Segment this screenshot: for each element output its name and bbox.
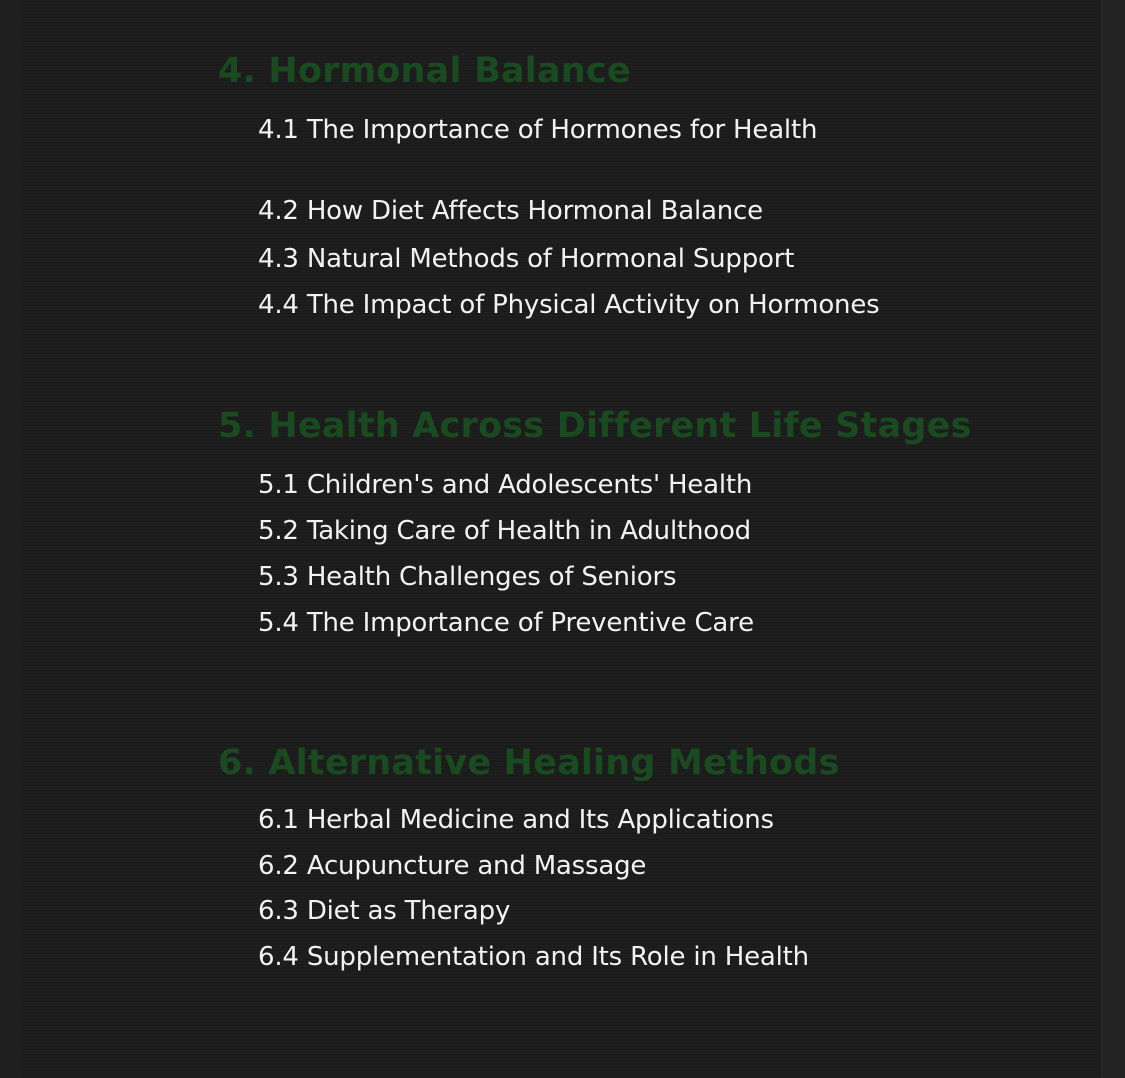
toc-item-4-1: 4.1 The Importance of Hormones for Health xyxy=(258,115,818,145)
section-heading-5: 5. Health Across Different Life Stages xyxy=(218,406,972,446)
toc-item-4-3: 4.3 Natural Methods of Hormonal Support xyxy=(258,244,795,274)
section-heading-6: 6. Alternative Healing Methods xyxy=(218,743,840,783)
section-heading-4: 4. Hormonal Balance xyxy=(218,51,631,91)
toc-item-6-4: 6.4 Supplementation and Its Role in Health xyxy=(258,942,809,972)
toc-item-6-2: 6.2 Acupuncture and Massage xyxy=(258,851,647,881)
toc-item-5-2: 5.2 Taking Care of Health in Adulthood xyxy=(258,516,751,546)
toc-item-5-1: 5.1 Children's and Adolescents' Health xyxy=(258,470,753,500)
toc-item-4-4: 4.4 The Impact of Physical Activity on Hormones xyxy=(258,290,880,320)
toc-item-6-1: 6.1 Herbal Medicine and Its Applications xyxy=(258,805,774,835)
toc-item-4-2: 4.2 How Diet Affects Hormonal Balance xyxy=(258,196,763,226)
toc-item-5-4: 5.4 The Importance of Preventive Care xyxy=(258,608,754,638)
toc-item-5-3: 5.3 Health Challenges of Seniors xyxy=(258,562,677,592)
page-edge xyxy=(1101,0,1125,1078)
toc-item-6-3: 6.3 Diet as Therapy xyxy=(258,896,511,926)
